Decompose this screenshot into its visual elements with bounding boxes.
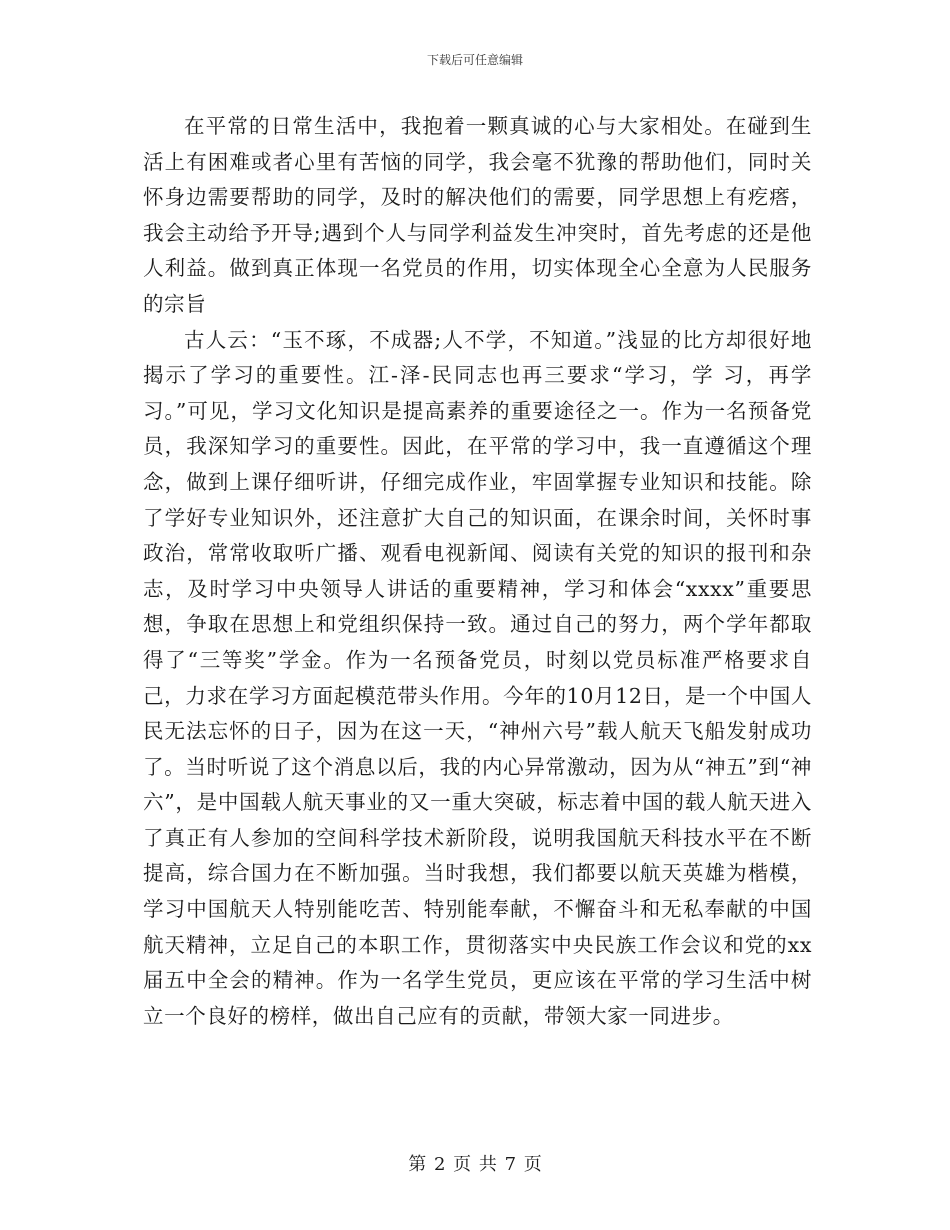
document-body [143, 109, 812, 1034]
paragraph-study: 古人云：“玉不琢，不成器;人不学，不知道。”浅显的比方却很好地揭示了学习的重要性。江-泽-民同志也再三要求“学习，学 习，再学习。”可见，学习文化知识是提高素养的重要途径之一。作为一名预备党员，我深知学习的重要性。因此，在平常的学习中，我一直遵循这个理念，做到上课仔细听讲，仔细完成作业，牢固掌握专业知识和技能。除了学好专业知识外，还注意扩大自己的知识面，在课余时间，关怀时事政治，常常收取听广播、观看电视新闻、阅读有关党的知识的报刊和杂志，及时学习中央领导人讲话的重要精神，学习和体会“xxxx”重要思想，争取在思想上和党组织保持一致。通过自己的努力，两个学年都取得了“三等奖”学金。作为一名预备党员，时刻以党员标准严格要求自己，力求在学习方面起模范带头作用。今年的10月12日，是一个中国人民无法忘怀的日子，因为在这一天，“神州六号”载人航天飞船发射成功了。当时听说了这个消息以后，我的内心异常激动，因为从“神五”到“神六”，是中国载人航天事业的又一重大突破，标志着中国的载人航天进入了真正有人参加的空间科学技术新阶段，说明我国航天科技水平在不断提高，综合国力在不断加强。当时我想，我们都要以航天英雄为楷模，学习中国航天人特别能吃苦、特别能奉献，不懈奋斗和无私奉献的中国航天精神，立足自己的本职工作，贯彻落实中央民族工作会议和党的xx届五中全会的精神。作为一名学生党员，更应该在平常的学习生活中树立一个良好的榜样，做出自己应有的贡献，带领大家一同进步。 [143, 327, 812, 1028]
page-header: 下载后可任意编辑 [426, 53, 523, 67]
page-number: 第 2 页 共 7 页 [408, 1154, 542, 1175]
paragraph-daily-life: 在平常的日常生活中，我抱着一颗真诚的心与大家相处。在碰到生活上有困难或者心里有苦恼的同学，我会毫不犹豫的帮助他们，同时关怀身边需要帮助的同学，及时的解决他们的需要，同学思想上有疙瘩，我会主动给予开导;遇到个人与同学利益发生冲突时，首先考虑的还是他人利益。做到真正体现一名党员的作用，切实体现全心全意为人民服务的宗旨 [143, 114, 812, 316]
